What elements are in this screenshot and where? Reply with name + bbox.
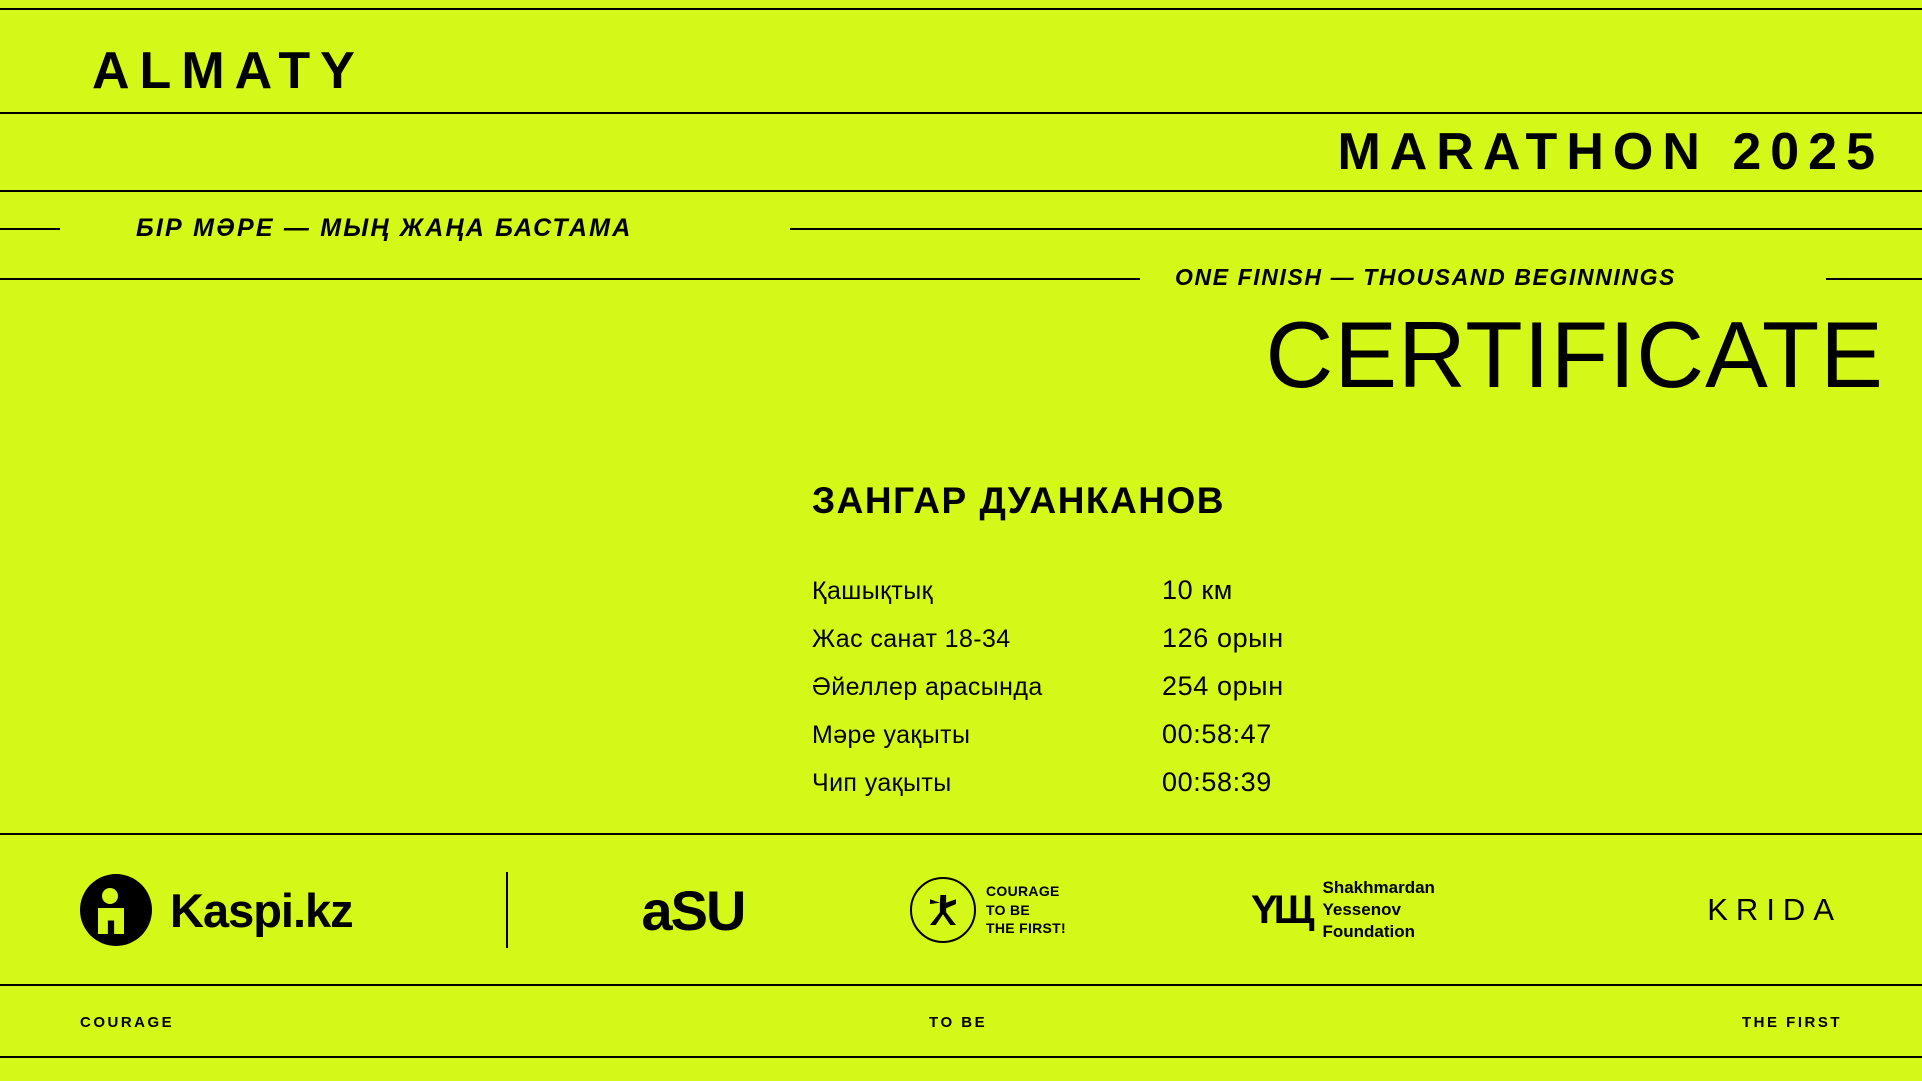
courage-wordmark [986, 882, 1066, 939]
sponsor-asu [568, 878, 818, 943]
asu-wordmark: aSU [641, 878, 745, 942]
courage-line-1: COURAGE [986, 882, 1060, 899]
yessenov-line-3: Foundation [1322, 922, 1416, 942]
slogan-english: ONE FINISH — THOUSAND BEGINNINGS [1175, 264, 1677, 290]
athlete-name: ЗАНГАР ДУАНКАНОВ [812, 480, 1225, 521]
divider-line [0, 833, 1922, 835]
divider-line-segment [0, 228, 60, 230]
krida-wordmark: KRIDA [1707, 892, 1842, 927]
table-row [812, 623, 1592, 671]
result-label: Әйеллер арасында [812, 673, 1043, 701]
sponsor-divider [506, 872, 508, 948]
yessenov-line-1: Shakhmardan [1322, 877, 1435, 897]
sponsor-bar [0, 836, 1922, 984]
yessenov-mark-icon: YЩ [1251, 887, 1311, 932]
table-row [812, 575, 1592, 623]
courage-logo [910, 877, 1066, 943]
person-icon [930, 895, 956, 925]
divider-line [0, 984, 1922, 986]
footer [0, 1014, 1922, 1031]
result-value: 10 км [1162, 575, 1233, 605]
result-label: Қашықтық [812, 577, 933, 605]
result-label: Жас санат 18-34 [812, 625, 1011, 653]
table-row [812, 719, 1592, 767]
sponsor-yessenov-foundation [1178, 877, 1508, 943]
result-value: 00:58:39 [1162, 767, 1272, 797]
yessenov-line-2: Yessenov [1322, 899, 1401, 919]
footer-right: THE FIRST [1742, 1014, 1842, 1031]
result-value: 254 орын [1162, 671, 1284, 701]
yessenov-logo [1251, 877, 1435, 943]
divider-line-segment [1826, 278, 1922, 280]
divider-line [0, 190, 1922, 192]
city-title: ALMATY [92, 42, 365, 100]
event-title: MARATHON 2025 [1337, 123, 1884, 181]
kaspi-mark-icon [80, 874, 152, 946]
result-label: Мәре уақыты [812, 721, 971, 749]
sponsor-krida [1508, 892, 1922, 928]
divider-line-segment [790, 228, 1922, 230]
courage-line-2: TO BE [986, 901, 1031, 918]
page-title: CERTIFICATE [1265, 302, 1884, 407]
footer-center: TO BE [929, 1014, 988, 1031]
footer-left: COURAGE [80, 1014, 175, 1031]
divider-line-segment [0, 278, 1140, 280]
result-value: 00:58:47 [1162, 719, 1272, 749]
sponsor-kaspi [0, 874, 500, 946]
table-row [812, 671, 1592, 719]
courage-badge-icon [910, 877, 976, 943]
result-value: 126 орын [1162, 623, 1284, 653]
slogan-kazakh: БІР МӘРЕ — МЫҢ ЖАҢА БАСТАМА [136, 214, 633, 242]
results-table [812, 575, 1592, 815]
divider-line [0, 8, 1922, 10]
sponsor-courage-fund [858, 877, 1118, 943]
result-label: Чип уақыты [812, 769, 952, 797]
divider-line [0, 112, 1922, 114]
kaspi-logo [80, 874, 353, 946]
courage-line-3: THE FIRST! [986, 920, 1066, 937]
yessenov-wordmark [1323, 877, 1435, 943]
table-row [812, 767, 1592, 815]
kaspi-wordmark: Kaspi.kz [170, 883, 353, 937]
divider-line [0, 1056, 1922, 1058]
